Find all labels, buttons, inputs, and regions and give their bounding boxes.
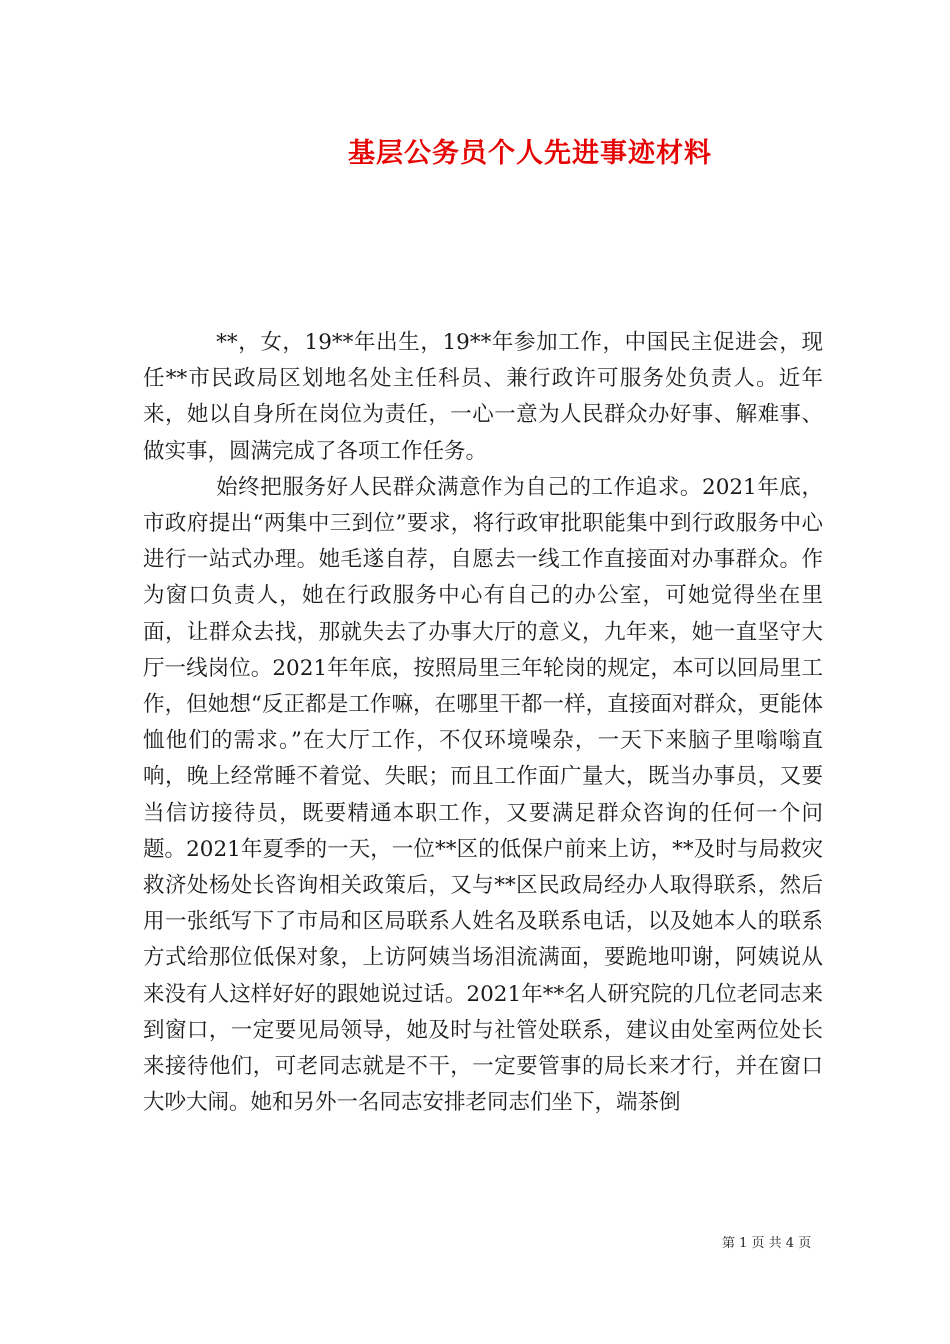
page-number-footer: 第 1 页 共 4 页 [722,1236,812,1251]
paragraph-intro: **，女，19**年出生，19**年参加工作，中国民主促进会，现任**市民政局区划地名处主任科员、兼行政许可服务处负责人。近年来，她以自身所在岗位为责任，一心一意为人民群众办好事、解难事、做实事，圆满完成了各项工作任务。 [143,330,823,464]
document-body [143,325,823,1121]
paragraph-service: 始终把服务好人民群众满意作为自己的工作追求。2021年底，市政府提出“两集中三到位”要求，将行政审批职能集中到行政服务中心进行一站式办理。她毛遂自荐，自愿去一线工作直接面对办事群众。作为窗口负责人，她在行政服务中心有自己的办公室，可她觉得坐在里面，让群众去找，那就失去了办事大厅的意义，九年来，她一直坚守大厅一线岗位。2021年年底，按照局里三年轮岗的规定，本可以回局里工作，但她想“反正都是工作嘛，在哪里干都一样，直接面对群众，更能体恤他们的需求。”在大厅工作，不仅环境噪杂，一天下来脑子里嗡嗡直响，晚上经常睡不着觉、失眠；而且工作面广量大，既当办事员，又要当信访接待员，既要精通本职工作，又要满足群众咨询的任何一个问题。2021年夏季的一天，一位**区的低保户前来上访，**及时与局救灾救济处杨处长咨询相关政策后，又与**区民政局经办人取得联系，然后用一张纸写下了市局和区局联系人姓名及联系电话，以及她本人的联系方式给那位低保对象，上访阿姨当场泪流满面，要跪地叩谢，阿姨说从来没有人这样好好的跟她说过话。2021年**名人研究院的几位老同志来到窗口，一定要见局领导，她及时与社管处联系，建议由处室两位处长来接待他们，可老同志就是不干，一定要管事的局长来才行，并在窗口大吵大闹。她和另外一名同志安排老同志们坐下，端茶倒 [143,474,823,1116]
document-title: 基层公务员个人先进事迹材料 [348,138,712,169]
